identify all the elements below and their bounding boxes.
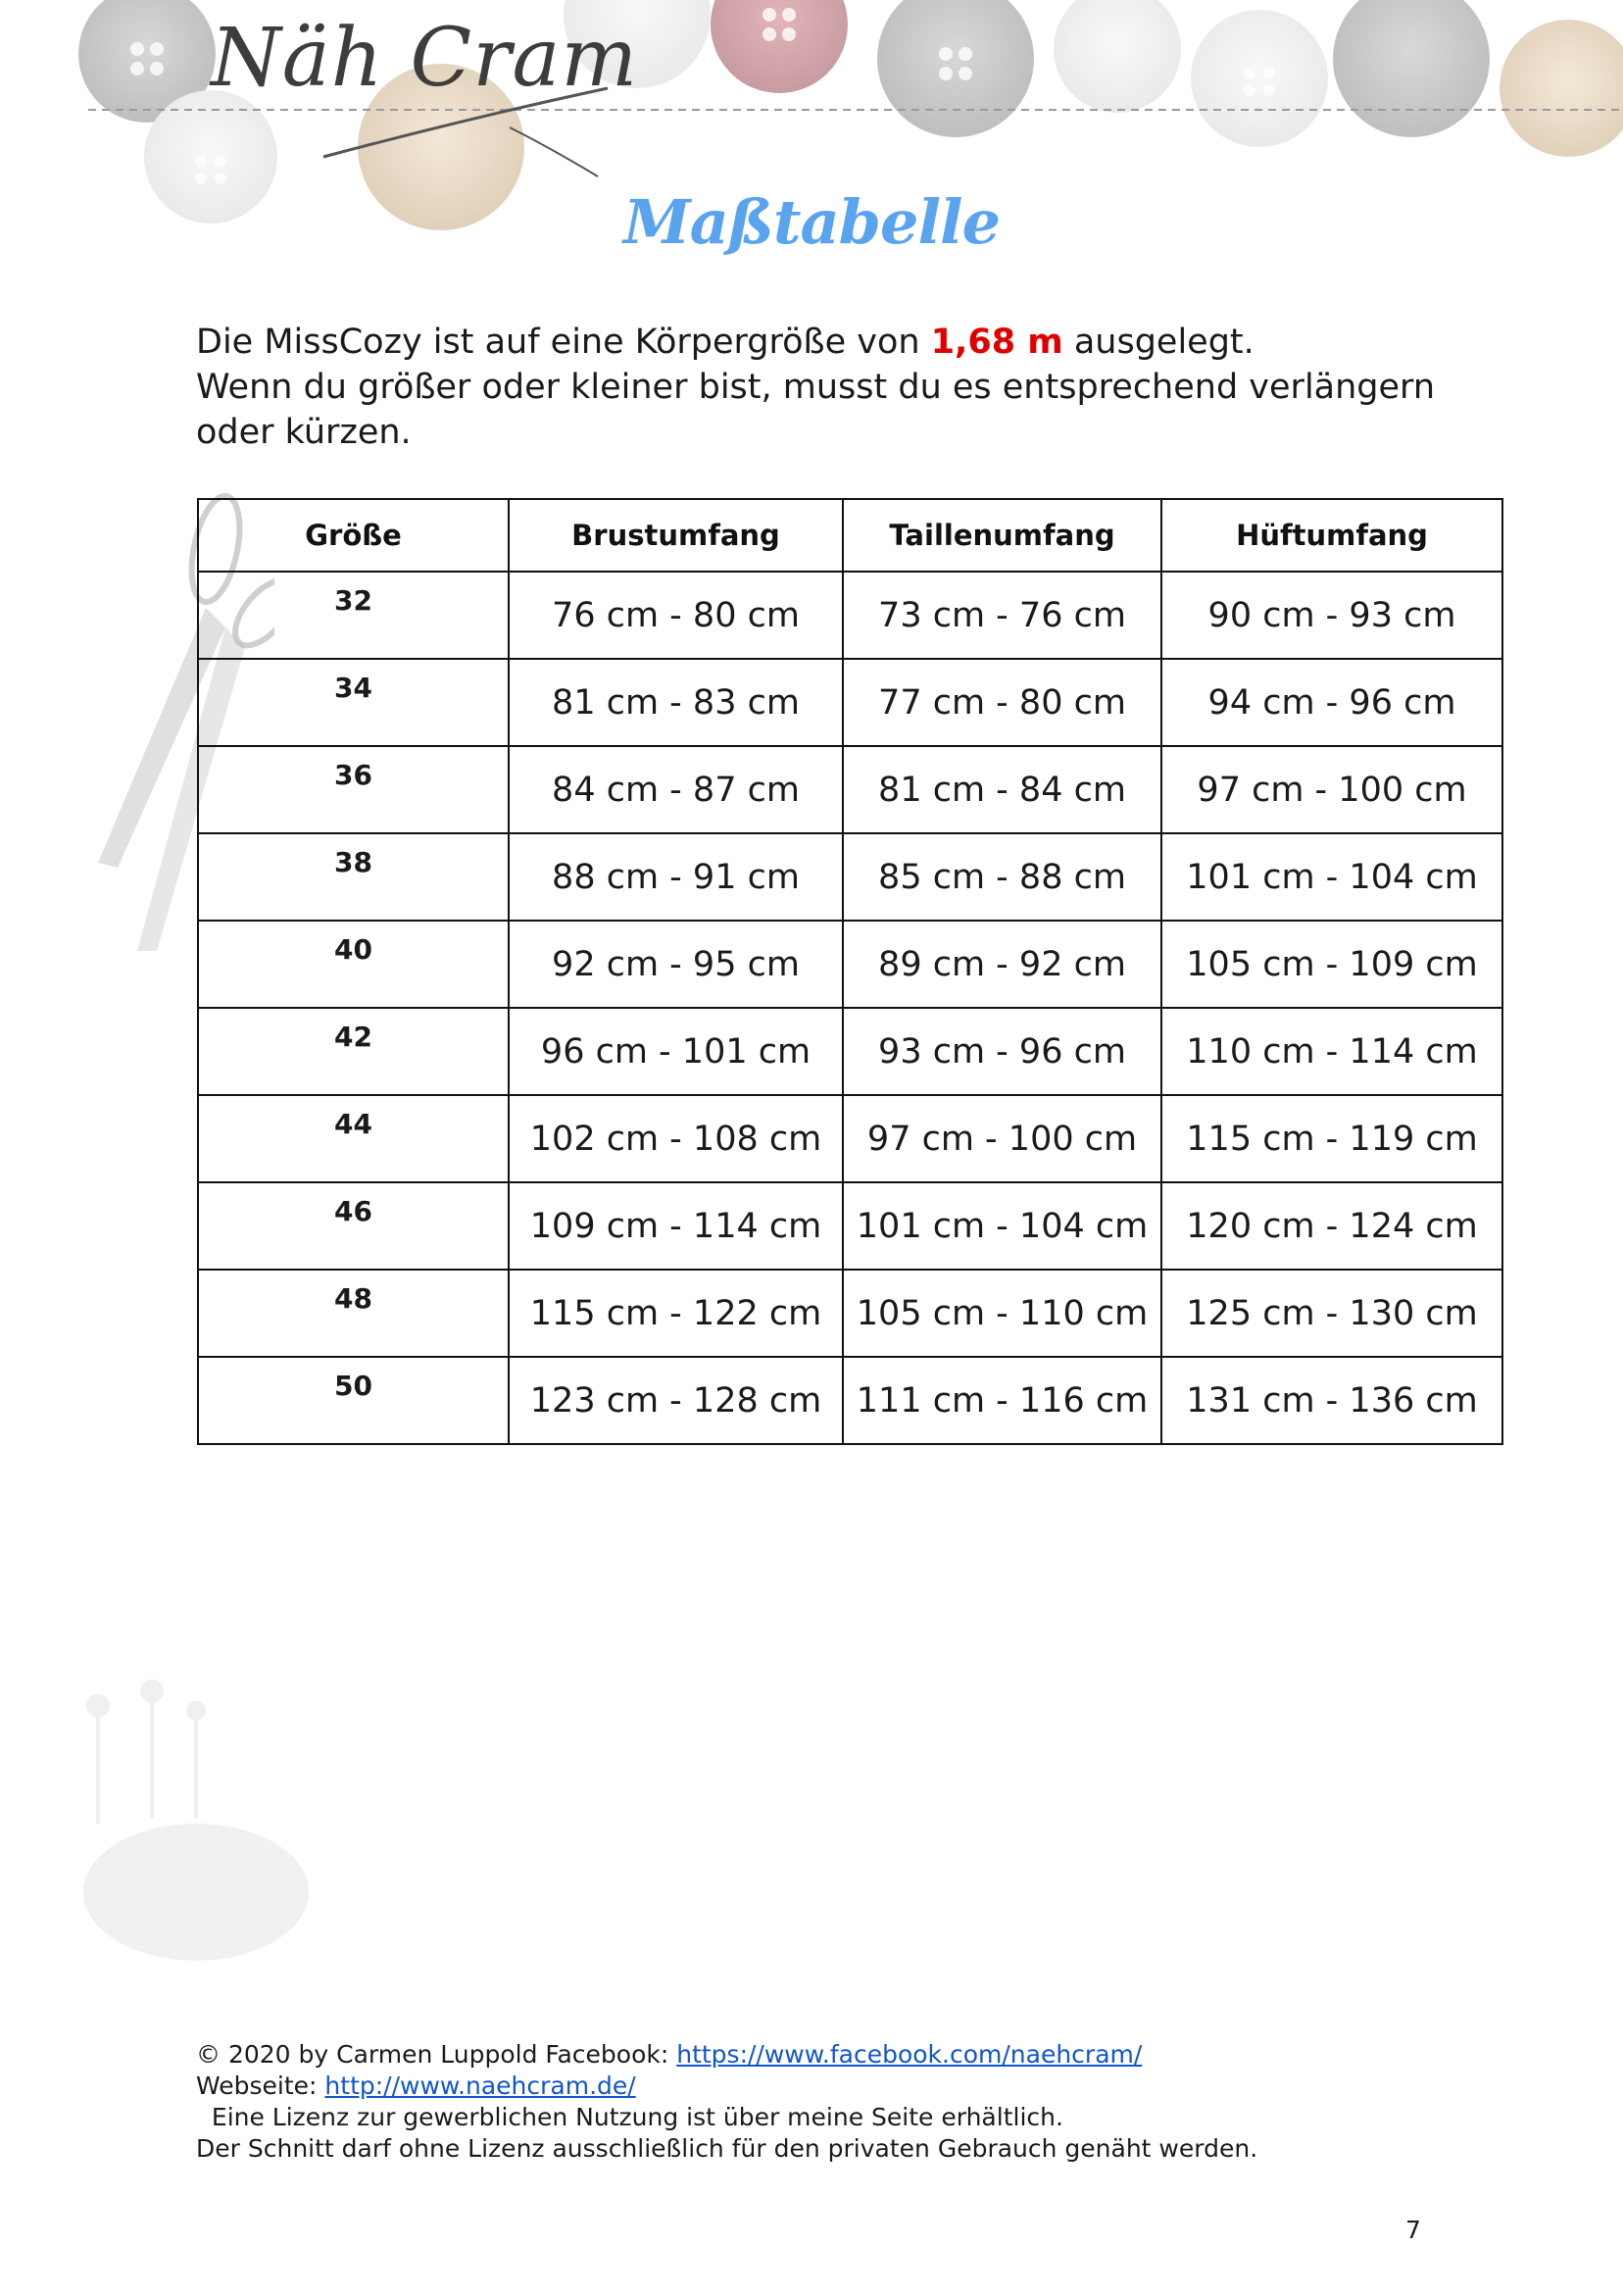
pincushion-icon — [78, 1667, 314, 1965]
page-number: 7 — [1405, 2216, 1421, 2244]
bust-cell: 76 cm - 80 cm — [509, 572, 843, 659]
table-row — [198, 921, 1502, 1008]
footer-line-1: © 2020 by Carmen Luppold Facebook: https://www.facebook.com/naehcram/ — [196, 2040, 1143, 2069]
waist-cell: 97 cm - 100 cm — [843, 1095, 1161, 1182]
footer — [196, 2039, 1470, 2165]
size-cell: 48 — [198, 1270, 509, 1357]
page-title: Maßtabelle — [622, 186, 1001, 258]
table-row — [198, 833, 1502, 921]
website-link[interactable]: http://www.naehcram.de/ — [324, 2071, 636, 2100]
bust-cell: 102 cm - 108 cm — [509, 1095, 843, 1182]
waist-cell: 111 cm - 116 cm — [843, 1357, 1161, 1444]
intro-line-2: Wenn du größer oder kleiner bist, musst du es entsprechend verlängern oder kürzen. — [196, 368, 1435, 452]
size-cell: 38 — [198, 833, 509, 921]
waist-cell: 81 cm - 84 cm — [843, 746, 1161, 833]
bust-cell: 123 cm - 128 cm — [509, 1357, 843, 1444]
hip-cell: 101 cm - 104 cm — [1161, 833, 1502, 921]
hip-cell: 110 cm - 114 cm — [1161, 1008, 1502, 1095]
size-cell: 42 — [198, 1008, 509, 1095]
table-row — [198, 746, 1502, 833]
waist-cell: 89 cm - 92 cm — [843, 921, 1161, 1008]
size-cell: 46 — [198, 1182, 509, 1270]
size-cell: 32 — [198, 572, 509, 659]
header-bust: Brustumfang — [509, 499, 843, 572]
bust-cell: 92 cm - 95 cm — [509, 921, 843, 1008]
intro-line-1: Die MissCozy ist auf eine Körpergröße von 1,68 m ausgelegt. — [196, 323, 1254, 362]
header-size: Größe — [198, 499, 509, 572]
table-row — [198, 1357, 1502, 1444]
header-waist: Taillenumfang — [843, 499, 1161, 572]
bust-cell: 84 cm - 87 cm — [509, 746, 843, 833]
logo-text: Näh Cram — [211, 12, 639, 105]
table-row — [198, 1270, 1502, 1357]
waist-cell: 73 cm - 76 cm — [843, 572, 1161, 659]
bust-cell: 88 cm - 91 cm — [509, 833, 843, 921]
table-row — [198, 1182, 1502, 1270]
footer-line-2: Webseite: http://www.naehcram.de/ Eine Lizenz zur gewerblichen Nutzung ist über meine Seite erhältlich. — [196, 2071, 1063, 2131]
size-cell: 36 — [198, 746, 509, 833]
logo — [211, 12, 638, 105]
hip-cell: 125 cm - 130 cm — [1161, 1270, 1502, 1357]
hip-cell: 105 cm - 109 cm — [1161, 921, 1502, 1008]
waist-cell: 77 cm - 80 cm — [843, 659, 1161, 746]
footer-line-3: Der Schnitt darf ohne Lizenz ausschließlich für den privaten Gebrauch genäht werden. — [196, 2134, 1258, 2163]
bust-cell: 109 cm - 114 cm — [509, 1182, 843, 1270]
hip-cell: 120 cm - 124 cm — [1161, 1182, 1502, 1270]
size-chart-table — [197, 498, 1503, 1445]
hip-cell: 94 cm - 96 cm — [1161, 659, 1502, 746]
size-cell: 50 — [198, 1357, 509, 1444]
bust-cell: 96 cm - 101 cm — [509, 1008, 843, 1095]
waist-cell: 93 cm - 96 cm — [843, 1008, 1161, 1095]
hip-cell: 131 cm - 136 cm — [1161, 1357, 1502, 1444]
size-cell: 40 — [198, 921, 509, 1008]
size-cell: 44 — [198, 1095, 509, 1182]
hip-cell: 97 cm - 100 cm — [1161, 746, 1502, 833]
size-cell: 34 — [198, 659, 509, 746]
bust-cell: 115 cm - 122 cm — [509, 1270, 843, 1357]
waist-cell: 85 cm - 88 cm — [843, 833, 1161, 921]
hip-cell: 90 cm - 93 cm — [1161, 572, 1502, 659]
bust-cell: 81 cm - 83 cm — [509, 659, 843, 746]
waist-cell: 105 cm - 110 cm — [843, 1270, 1161, 1357]
header-hip: Hüftumfang — [1161, 499, 1502, 572]
table-row — [198, 1095, 1502, 1182]
table-row — [198, 572, 1502, 659]
table-row — [198, 659, 1502, 746]
height-highlight: 1,68 m — [930, 323, 1063, 362]
facebook-link[interactable]: https://www.facebook.com/naehcram/ — [676, 2040, 1143, 2069]
intro-text — [196, 320, 1470, 455]
hip-cell: 115 cm - 119 cm — [1161, 1095, 1502, 1182]
waist-cell: 101 cm - 104 cm — [843, 1182, 1161, 1270]
table-row — [198, 1008, 1502, 1095]
table-header-row — [198, 499, 1502, 572]
